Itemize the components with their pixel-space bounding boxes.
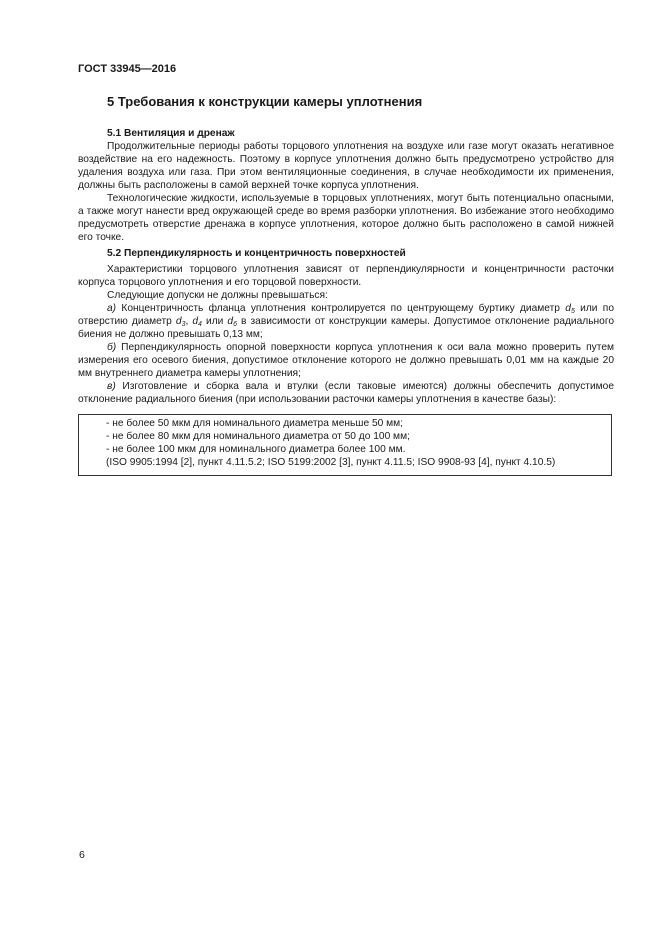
- paragraph-ventilation: Продолжительные периоды работы торцового уплотнения на воздухе или газе могут оказать негативное воздействие на его надежность. Поэтому в корпусе уплотнения должно быть предусмотрено устройство для удаления воздуха или газа. При этом вентиляционные соединения, в случае необходимости их применения, должны быть расположены в самой верхней точке корпуса уплотнения.: [78, 141, 614, 191]
- tolerance-references: (ISO 9905:1994 [2], пункт 4.11.5.2; ISO 5199:2002 [3], пункт 4.11.5; ISO 9908-93 [4], пункт 4.10.5): [106, 457, 556, 468]
- tolerance-line-100: - не более 100 мкм для номинального диаметра более 100 мм.: [106, 444, 406, 455]
- paragraph-tolerances-intro: Следующие допуски не должны превышаться:: [107, 290, 328, 301]
- tolerance-line-80: - не более 80 мкм для номинального диаметра от 50 до 100 мм;: [106, 431, 410, 442]
- paragraph-item-a: а) Концентричность фланца уплотнения контролируется по центрующему буртику диаметр $d_5$ или по отверстию диаметр $d_3$, $d_4$ или $d_6$ в зависимости от конструкции камеры. Допустимое отклонение радиального биения не должно превышать 0,13 мм;: [78, 303, 614, 340]
- page-number: 6: [79, 849, 85, 861]
- subsection-title-5-1: 5.1 Вентиляция и дренаж: [107, 128, 235, 139]
- symbol-d6: $d_6$: [227, 316, 237, 328]
- tolerance-box: [78, 414, 612, 476]
- symbol-d3: $d_3$: [175, 316, 186, 328]
- symbol-d5: $d_5$: [565, 303, 575, 315]
- paragraph-item-b: б) Перпендикулярность опорной поверхности корпуса уплотнения к оси вала можно проверить путем измерения его осевого биения, допустимое отклонение которого не должно превышать 0,01 мм на каждые 20 мм внутреннего диаметра камеры уплотнения;: [78, 342, 614, 379]
- tolerance-line-50: - не более 50 мкм для номинального диаметра меньше 50 мм;: [106, 418, 403, 429]
- symbol-d4: $d_4$: [192, 316, 202, 328]
- paragraph-drainage: Технологические жидкости, используемые в торцовых уплотнениях, могут быть потенциально опасными, а также могут нанести вред окружающей среде во время разборки уплотнения. Во избежание этого необходимо предусмотреть отверстие дренажа в корпусе уплотнения, которое должно быть расположено в самой нижней его точке.: [78, 193, 614, 243]
- paragraph-characteristics: Характеристики торцового уплотнения зависят от перпендикулярности и концентричности расточки корпуса торцового уплотнения и его торцовой поверхности.: [78, 264, 614, 288]
- item-a-text-2: или по отверстию диаметр: [78, 303, 614, 327]
- document-code: ГОСТ 33945—2016: [78, 63, 177, 75]
- item-a-text-3: в зависимости от конструкции камеры. Допустимое отклонение радиального биения не должно превышать 0,13 мм;: [78, 316, 614, 340]
- item-a-letter: а): [107, 303, 117, 314]
- paragraph-item-c: в) Изготовление и сборка вала и втулки (если таковые имеются) должны обеспечить допустимое отклонение радиального биения (при использовании расточки камеры уплотнения в качестве базы):: [78, 381, 614, 405]
- item-a-text-1: Концентричность фланца уплотнения контролируется по центрующему буртику диаметр: [116, 303, 566, 314]
- subsection-title-5-2: 5.2 Перпендикулярность и концентричность поверхностей: [107, 248, 406, 259]
- item-c-letter: в): [107, 381, 116, 392]
- item-b-letter: б): [107, 342, 117, 353]
- section-title: 5 Требования к конструкции камеры уплотнения: [107, 94, 423, 109]
